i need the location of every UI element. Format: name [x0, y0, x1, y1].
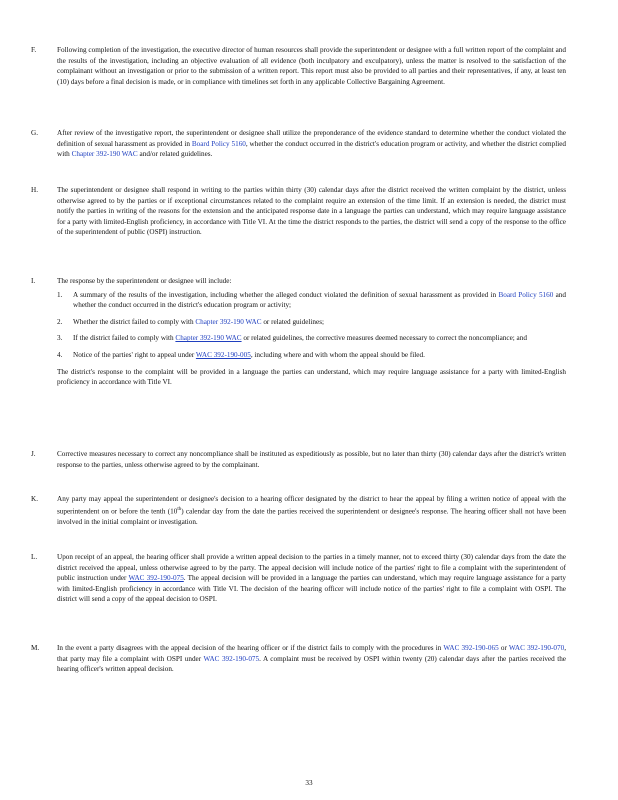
section-m — [31, 643, 566, 675]
text-run: or related guidelines, the corrective measures deemed necessary to correct the noncompliance; and — [241, 334, 527, 343]
section-m-text — [57, 643, 566, 675]
section-f — [31, 45, 566, 87]
text-run: . The appeal decision will be provided in a language the parties can understand, which may require language assistance for a party with limited-English proficiency in accordance with Title VI. The decision of the hearing officer will include notice of the parties' right to file a complaint with OSPI. The district will send a copy of the appeal decision to OSPI. — [57, 574, 566, 604]
board-policy-link[interactable]: Board Policy 5160 — [498, 290, 554, 299]
section-f-text: Following completion of the investigation, the executive director of human resources shall provide the superintendent or designee with a full written report of the complaint and the results of the investigation, including an objective evaluation of all evidence (both inculpatory and exculpatory), unless the matter is resolved to the satisfaction of the complainant without an investigation or prior to the submission of a written report. This report must also be provided to all parties and their representatives, if any, at least ten (10) days before a final decision is made, or in compliance with timelines set forth in any applicable Collective Bargaining Agreement. — [57, 46, 566, 86]
section-i-closing: The district's response to the complaint will be provided in a language the parties can understand, which may require language assistance for a party with limited-English proficiency in accordance with Title VI. — [57, 367, 566, 387]
section-letter: G. — [31, 129, 38, 137]
section-i — [31, 276, 566, 388]
superscript: th — [177, 506, 182, 512]
section-g — [31, 128, 566, 160]
text-run: Whether the district failed to comply with — [73, 317, 196, 326]
section-letter: I. — [31, 277, 36, 285]
item-number: 2. — [57, 317, 63, 326]
section-j — [31, 449, 566, 470]
wac-065-link[interactable]: WAC 392-190-065 — [443, 644, 499, 652]
text-run: In the event a party disagrees with the appeal decision of the hearing officer or if the district fails to comply with the procedures in — [57, 644, 444, 652]
section-k-text — [57, 494, 566, 527]
text-run: After review of the investigative report, the superintendent or designee shall utilize the preponderance of the evidence standard to determine whether the conduct violated the definition of sexual harassment as provided in — [57, 129, 566, 148]
section-letter: F. — [31, 46, 37, 54]
text-run: or related guidelines; — [261, 317, 324, 326]
item-number: 4. — [57, 350, 63, 359]
text-run: and/or related guidelines. — [137, 150, 213, 159]
section-letter: L. — [31, 553, 38, 561]
text-run: Upon receipt of an appeal, the hearing officer shall provide a written appeal decision to the parties in a timely manner, not to exceed thirty (30) calendar days from the date the district received the appeal, unless otherwise agreed to by the party. The appeal decision will include notice of the parties' right to file a complaint with the superintendent of public instruction under — [57, 553, 566, 583]
text-run: Any party may appeal the superintendent or designee's decision to a hearing officer designated by the district to hear the appeal by filing a written notice of appeal with the superintendent on or before the tenth (10 — [57, 495, 566, 515]
chapter-wac-link[interactable]: Chapter 392-190 WAC — [71, 150, 138, 159]
section-letter: M. — [31, 644, 40, 652]
section-letter: H. — [31, 186, 38, 194]
wac-005-link[interactable]: WAC 392-190-005 — [195, 350, 251, 359]
section-l — [31, 552, 566, 605]
text-run: ) calendar day from the date the parties received the superintendent or designee's response. The hearing officer shall not have been involved in the initial complaint or investigation. — [57, 506, 567, 526]
page-number: 33 — [305, 779, 313, 787]
text-run: Notice of the parties' right to appeal under — [73, 350, 196, 359]
item-number: 3. — [57, 334, 63, 343]
list-item — [57, 290, 566, 311]
section-letter: J. — [31, 450, 36, 458]
chapter-wac-link[interactable]: Chapter 392-190 WAC — [195, 317, 262, 326]
wac-075-link[interactable]: WAC 392-190-075 — [203, 654, 260, 663]
section-letter: K. — [31, 495, 38, 503]
item-number: 1. — [57, 290, 63, 299]
wac-075-link[interactable]: WAC 392-190-075 — [128, 574, 184, 583]
section-i-intro: The response by the superintendent or designee will include: — [57, 277, 232, 285]
list-item — [57, 317, 566, 328]
list-item — [57, 333, 566, 344]
section-l-text — [57, 552, 566, 605]
text-run: A summary of the results of the investigation, including whether the alleged conduct violated the definition of sexual harassment as provided in — [73, 290, 499, 299]
chapter-wac-link[interactable]: Chapter 392-190 WAC — [175, 334, 242, 343]
section-g-text — [57, 128, 566, 160]
text-run: or — [498, 644, 509, 652]
text-run: , whether the conduct occurred in the district's education program or activity, and whether the district complied with — [57, 139, 566, 159]
section-h-text: The superintendent or designee shall respond in writing to the parties within thirty (30) calendar days after the district received the written complaint by the district, unless otherwise agreed to by the parties or if exceptional circumstances related to the complaint require an extension of the time limit. If an extension is needed, the district must notify the parties in writing of the reasons for the extension and the anticipated response date in a language the parties can understand, which may require language assistance for a party with limited-English proficiency, in accordance with Title VI. At the time the district responds to the parties, the district will send a copy of the response to the office of the superintendent of public (OSPI) instruction. — [57, 186, 566, 237]
board-policy-link[interactable]: Board Policy 5160 — [191, 139, 246, 148]
list-item — [57, 350, 566, 361]
section-k — [31, 494, 566, 527]
section-h — [31, 185, 566, 238]
text-run: and whether the conduct occurred in the district's education program or activity; — [73, 290, 566, 310]
section-j-text: Corrective measures necessary to correct any noncompliance shall be instituted as expeditiously as possible, but no later than thirty (30) calendar days after the district's written response to the parties, unless otherwise agreed to by the complainant. — [57, 450, 566, 469]
text-run: , including where and with whom the appeal should be filed. — [250, 350, 425, 359]
text-run: . A complaint must be received by OSPI within twenty (20) calendar days after the parties received the hearing officer's written appeal decision. — [57, 654, 566, 674]
text-run: , that party may file a complaint with OSPI under — [57, 644, 567, 663]
response-items-list — [57, 290, 566, 361]
wac-070-link[interactable]: WAC 392-190-070 — [508, 644, 565, 652]
text-run: If the district failed to comply with — [73, 334, 176, 343]
